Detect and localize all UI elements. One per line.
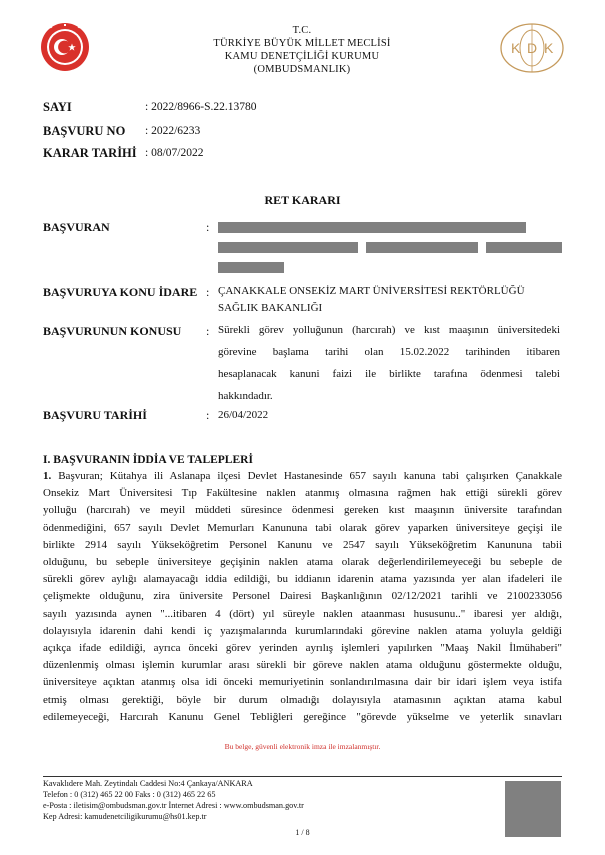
redacted-applicant-name (218, 222, 526, 233)
footer-email-web: e-Posta : iletisim@ombudsman.gov.tr İnternet Adresi : www.ombudsman.gov.tr (43, 801, 304, 810)
redacted-address-1 (218, 242, 358, 253)
subject-line-2: görevine başlama tarihi olan 15.02.2022 tarihinden itibaren (218, 346, 560, 358)
qr-code-redacted (505, 781, 561, 837)
body-line-5: birlikte 2914 sayılı Yükseköğretim Personel Kanunu ve 2547 sayılı Yükseköğretim Kanununa tabii (43, 538, 562, 551)
subject-line-3: hesaplanacak kanuni faizi ile birlikte tarafına ödenmesi talebi (218, 368, 560, 380)
institution-line-2: SAĞLIK BAKANLIĞI (218, 302, 323, 314)
meta-value-karar-tarihi: : 08/07/2022 (145, 147, 204, 159)
institution-line-1: ÇANAKKALE ONSEKİZ MART ÜNİVERSİTESİ REKTÖRLÜĞÜ (218, 285, 525, 297)
header-line-tbmm: TÜRKİYE BÜYÜK MİLLET MECLİSİ (213, 38, 391, 49)
applicant-colon: : (206, 220, 210, 234)
body-line-11: açıkça ifade edildiği, ayrıca önceki görev yerinden ayrılış işlemleri yapılırken "Maaş Nakil İlmühaberi" (43, 642, 562, 655)
kdk-letter-k2: K (544, 40, 554, 56)
section-title: I. BAŞVURANIN İDDİA VE TALEPLERİ (43, 454, 253, 466)
meta-value-basvuru-no: : 2022/6233 (145, 125, 201, 137)
applicant-label: BAŞVURAN (43, 220, 110, 234)
institution-colon: : (206, 285, 210, 299)
subject-line-4: hakkındadır. (218, 390, 273, 402)
decision-title: RET KARARI (264, 193, 341, 207)
body-line-9: sayılı yazısında aynen "...itibaren 4 (dört) yıl süreyle naklen ataanması hususunu.." ibaresi yer aldığı, (43, 607, 562, 620)
body-line-12: düzenlenmiş olması işlemin kurumlar arası sürekli bir göreve naklen atama olduğunu göstermekte olduğu, (43, 659, 562, 672)
body-line-2: Onsekiz Mart Üniversitesi Tıp Fakültesine naklen atanmış olmasına rağmen hak ettiği sürekli görev (43, 487, 562, 500)
page-number: 1 / 8 (295, 828, 310, 837)
redacted-address-4 (218, 262, 284, 273)
kdk-letter-k1: K (511, 40, 521, 56)
meta-value-sayi: : 2022/8966-S.22.13780 (145, 101, 257, 113)
redacted-address-2 (366, 242, 478, 253)
body-line-13: üniversiteye açıktan atanmış olsa idi önceki memuriyetinin sonlandırılmasına dair bir idari işlem veya istifa (43, 676, 562, 689)
body-line-10: dolayısıyla idarenin dahi kendi iç yazışmalarında kurumlarındaki görevine naklen atama yoluyla geldiği (43, 624, 562, 637)
footer-phone: Telefon : 0 (312) 465 22 00 Faks : 0 (312) 465 22 65 (43, 790, 216, 799)
application-date-colon: : (206, 408, 210, 422)
subject-colon: : (206, 324, 210, 338)
body-line-6: olduğunu, bu sebeple üniversiteye geçişinin naklen atama olarak değerlendirilemeyeceği bu sebeple de (43, 556, 562, 569)
kdk-logo (499, 22, 565, 74)
footer-divider (43, 776, 562, 777)
kdk-letter-d: D (527, 40, 538, 56)
application-date-value: 26/04/2022 (218, 409, 269, 421)
body-line-14: etmiş olması gerektiği, böyle bir durum olmadığı dolayısıyla atamasının açıktan atama kabul (43, 693, 562, 706)
body-line-15: edilemeyeceği, Harcırah Kanunu Genel Tebliğleri gereğince "görevde yükselme ve yeterlik sınavları (43, 710, 562, 723)
body-line-4: ödenmediğini, 657 sayılı Devlet Memurları Kanununa tabi olarak görev yaparken üniversiteye geçişi ile (43, 521, 562, 534)
e-signature-note: Bu belge, güvenli elektronik imza ile imzalanmıştır. (224, 742, 381, 751)
footer-address: Kavaklıdere Mah. Zeytindalı Caddesi No:4 Çankaya/ANKARA (43, 779, 253, 788)
application-date-label: BAŞVURU TARİHİ (43, 408, 147, 422)
paragraph-1 (43, 468, 562, 726)
meta-label-basvuru-no: BAŞVURU NO (43, 124, 126, 138)
body-line-8: çelişmekte olduğunu, zira üniversite Personel Dairesi Başkanlığının 02/12/2021 tarihli ve 2100233056 (43, 590, 562, 603)
meta-label-sayi: SAYI (43, 100, 72, 114)
body-line-1: 1. Başvuran; Kütahya ili Aslanapa ilçesi Devlet Hastanesinde 657 sayılı kanuna tabi çalışırken Çanakkale (43, 470, 562, 482)
header-line-kdk: KAMU DENETÇİLİĞİ KURUMU (224, 51, 380, 62)
subject-label: BAŞVURUNUN KONUSU (43, 324, 182, 338)
subject-line-1: Sürekli görev yolluğunun (harcırah) ve kıst maaşının üniversitedeki (218, 324, 560, 336)
body-line-7: sürekli görev aylığı alamayacağı iddia edildiği, bu iddianın idarenin atama yazısında yer alan ifadeleri ile (43, 573, 562, 586)
tbmm-seal-logo (40, 22, 90, 72)
institution-label: BAŞVURUYA KONU İDARE (43, 285, 198, 299)
meta-label-karar-tarihi: KARAR TARİHİ (43, 146, 137, 160)
header-line-ombudsman: (OMBUDSMANLIK) (253, 64, 351, 75)
header-line-tc: T.C. (292, 25, 312, 36)
body-line-3: yolluğu (harcırah) ve meyil müddeti süresince ödenmesi gereken kıst maaşının üniversite tarafından (43, 504, 562, 517)
paragraph-number: 1. (43, 470, 52, 482)
redacted-address-3 (486, 242, 562, 253)
footer-kep: Kep Adresi: kamudenetciligikurumu@hs01.kep.tr (43, 812, 207, 821)
